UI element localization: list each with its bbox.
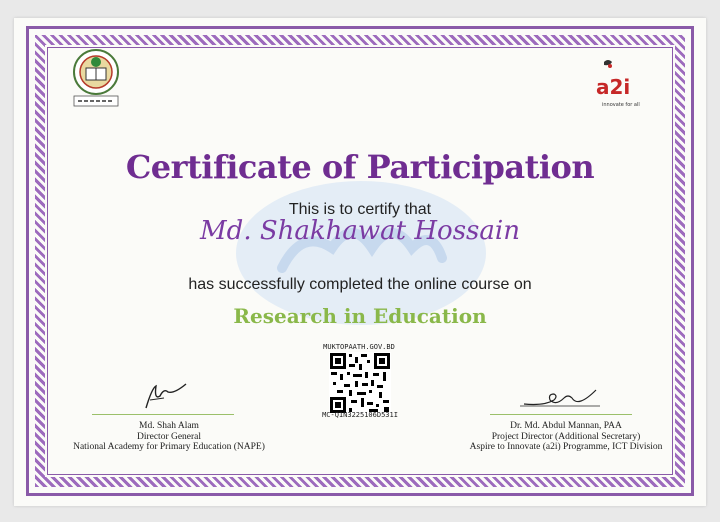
left-signature-image	[134, 376, 334, 416]
a2i-logo-text: a2i	[596, 75, 631, 99]
course-name: Research in Education	[233, 304, 487, 328]
right-signer-name: Dr. Md. Abdul Mannan, PAA	[510, 421, 622, 431]
completion-line: has successfully completed the online course on	[188, 276, 532, 293]
left-signer-name: Md. Shah Alam	[139, 421, 199, 431]
left-signer-org: National Academy for Primary Education (NAPE)	[73, 442, 265, 452]
left-signer-title: Director General	[136, 431, 202, 442]
qr-certificate-code: MC-Q1N3225106D531I	[322, 411, 398, 419]
qr-site-label: MUKTOPAATH.GOV.BD	[323, 343, 395, 351]
right-signer-block	[432, 421, 700, 453]
certify-line: This is to certify that	[288, 201, 432, 218]
nape-logo-icon	[68, 48, 124, 110]
right-signature-line	[490, 414, 632, 415]
right-signer-org: Aspire to Innovate (a2i) Programme, ICT Division	[469, 442, 663, 452]
a2i-tagline: innovate for all	[602, 102, 640, 108]
left-signer-block	[34, 421, 304, 453]
right-signature-image	[514, 376, 714, 416]
a2i-logo-icon	[592, 56, 648, 110]
right-signer-title: Project Director (Additional Secretary)	[491, 431, 641, 442]
left-signature-line	[92, 414, 234, 415]
certificate-sheet	[14, 18, 706, 506]
qr-code-icon	[329, 352, 391, 414]
recipient-name: Md. Shakhawat Hossain	[200, 216, 520, 246]
certificate-title: Certificate of Participation	[125, 148, 595, 186]
